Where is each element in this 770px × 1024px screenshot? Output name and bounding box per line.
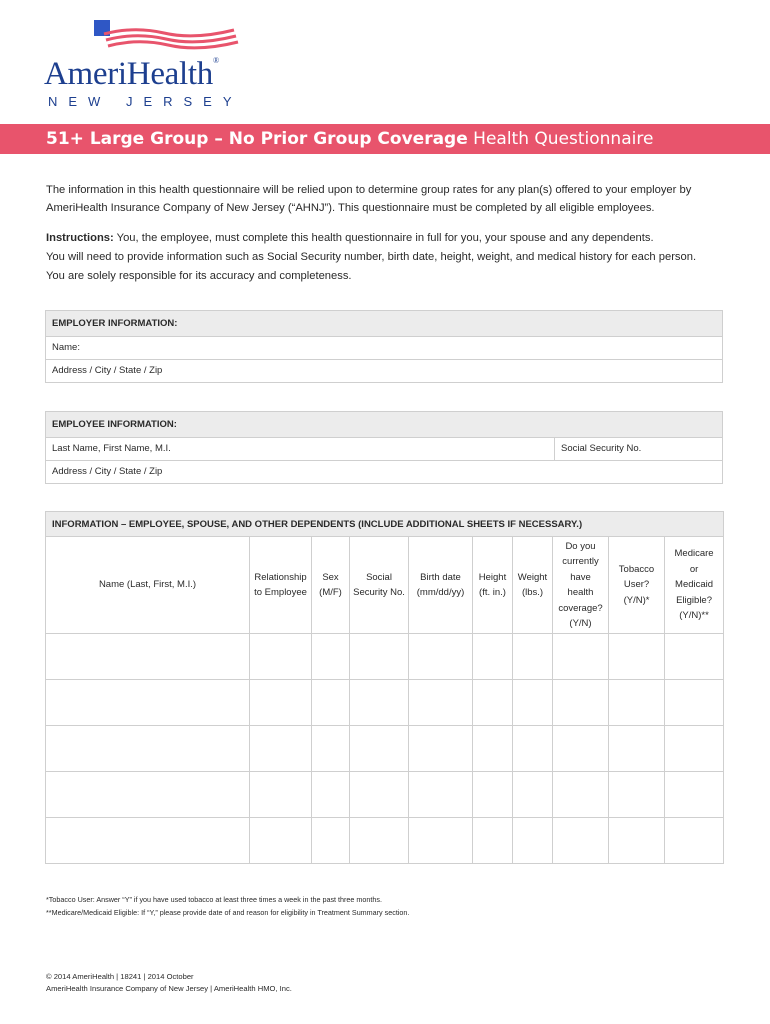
column-header-line: Social	[366, 571, 392, 583]
table-cell-input[interactable]	[665, 772, 724, 818]
table-cell-input[interactable]	[312, 772, 350, 818]
footnotes	[46, 893, 726, 919]
table-cell-input[interactable]	[609, 680, 665, 726]
column-header-line: (Y/N)	[569, 618, 592, 629]
column-header-line: Do you	[565, 540, 596, 552]
logo-state: NEW JERSEY	[48, 94, 243, 109]
employer-name-label: Name:	[52, 342, 80, 353]
column-header-line: coverage?	[558, 602, 603, 614]
employee-name-label: Last Name, First Name, M.I.	[52, 443, 171, 454]
table-cell-input[interactable]	[250, 726, 312, 772]
column-header	[665, 537, 724, 634]
table-cell-input[interactable]	[665, 634, 724, 680]
table-cell-input[interactable]	[473, 634, 513, 680]
title-regular: Health Questionnaire	[467, 129, 654, 149]
instructions	[46, 229, 726, 286]
ameri-health-logo	[44, 14, 244, 114]
column-header	[513, 537, 553, 634]
table-cell-input[interactable]	[473, 680, 513, 726]
table-cell-input[interactable]	[46, 680, 250, 726]
column-header	[350, 537, 409, 634]
table-cell-input[interactable]	[473, 772, 513, 818]
employee-address-field[interactable]	[46, 460, 722, 483]
instructions-line2: You will need to provide information such as Social Security number, birth date, height, weight, and medical history for each person.	[46, 251, 697, 263]
employer-section	[45, 310, 723, 383]
table-cell-input[interactable]	[665, 680, 724, 726]
table-cell-input[interactable]	[350, 726, 409, 772]
column-header-line: (M/F)	[319, 587, 342, 598]
table-cell-input[interactable]	[46, 726, 250, 772]
table-cell-input[interactable]	[409, 772, 473, 818]
column-header-line: or	[689, 563, 699, 575]
column-header	[473, 537, 513, 634]
table-row	[46, 818, 724, 864]
instructions-line3: You are solely responsible for its accuracy and completeness.	[46, 270, 352, 282]
title-bold: 51+ Large Group – No Prior Group Coverage	[46, 129, 468, 149]
footer-line1: © 2014 AmeriHealth | 18241 | 2014 October	[46, 972, 194, 981]
column-header-line: Birth date	[420, 571, 461, 583]
table-cell-input[interactable]	[312, 726, 350, 772]
table-cell-input[interactable]	[473, 818, 513, 864]
table-row	[46, 680, 724, 726]
table-cell-input[interactable]	[553, 726, 609, 772]
column-header-line: Sex	[322, 571, 339, 583]
footnote-tobacco: *Tobacco User: Answer “Y” if you have used tobacco at least three times a week in the past three months.	[46, 895, 382, 904]
table-cell-input[interactable]	[553, 772, 609, 818]
table-cell-input[interactable]	[46, 818, 250, 864]
employee-ssn-label: Social Security No.	[561, 443, 642, 454]
footnote-medicare: **Medicare/Medicaid Eligible: If “Y,” please provide date of and reason for eligibility in Treatment Summary section.	[46, 908, 410, 917]
column-header-line: Relationship	[254, 571, 307, 583]
footer	[46, 971, 726, 995]
table-cell-input[interactable]	[46, 772, 250, 818]
employer-name-field[interactable]	[46, 337, 722, 359]
column-header	[409, 537, 473, 634]
column-header-line: User?	[623, 579, 650, 591]
employee-address-label: Address / City / State / Zip	[52, 466, 163, 477]
page-title	[0, 124, 770, 154]
table-cell-input[interactable]	[513, 818, 553, 864]
table-cell-input[interactable]	[513, 726, 553, 772]
table-cell-input[interactable]	[473, 726, 513, 772]
employee-name-field[interactable]	[46, 438, 722, 460]
intro-text: The information in this health questionnaire will be relied upon to determine group rates for any plan(s) offered to your employer by AmeriHealth Insurance Company of New Jersey (“AHNJ”). This questionnaire must be completed by all eligible employees.	[46, 184, 692, 214]
footer-line2: AmeriHealth Insurance Company of New Jersey | AmeriHealth HMO, Inc.	[46, 984, 292, 993]
dependents-table	[45, 511, 724, 864]
column-header-line: to Employee	[254, 587, 307, 598]
table-cell-input[interactable]	[553, 680, 609, 726]
table-cell-input[interactable]	[250, 818, 312, 864]
dependents-header: INFORMATION – EMPLOYEE, SPOUSE, AND OTHER DEPENDENTS (INCLUDE ADDITIONAL SHEETS IF NECESSARY.)	[46, 512, 724, 537]
column-header-line: health	[567, 587, 594, 598]
table-cell-input[interactable]	[46, 634, 250, 680]
instructions-line1: You, the employee, must complete this health questionnaire in full for you, your spouse and any dependents.	[113, 232, 654, 244]
table-cell-input[interactable]	[409, 680, 473, 726]
employer-address-label: Address / City / State / Zip	[52, 365, 163, 376]
table-cell-input[interactable]	[350, 818, 409, 864]
table-cell-input[interactable]	[350, 680, 409, 726]
table-cell-input[interactable]	[250, 680, 312, 726]
table-row	[46, 726, 724, 772]
column-header-line: Height	[478, 571, 507, 583]
column-header	[553, 537, 609, 634]
table-cell-input[interactable]	[350, 634, 409, 680]
employee-section	[45, 411, 723, 484]
column-header-line: (ft. in.)	[479, 587, 506, 598]
table-cell-input[interactable]	[513, 680, 553, 726]
column-header	[250, 537, 312, 634]
table-cell-input[interactable]	[409, 634, 473, 680]
column-header-line: Name (Last, First, M.I.)	[98, 579, 197, 591]
column-header-line: Weight	[517, 571, 548, 583]
employee-ssn-field[interactable]	[554, 438, 641, 460]
table-cell-input[interactable]	[409, 726, 473, 772]
table-row	[46, 634, 724, 680]
table-cell-input[interactable]	[409, 818, 473, 864]
employer-header: EMPLOYER INFORMATION:	[46, 311, 722, 337]
column-header-line: Medicaid	[675, 579, 714, 591]
table-cell-input[interactable]	[350, 772, 409, 818]
table-cell-input[interactable]	[312, 680, 350, 726]
table-cell-input[interactable]	[609, 634, 665, 680]
column-header-line: Eligible?	[676, 594, 712, 606]
table-cell-input[interactable]	[513, 634, 553, 680]
table-cell-input[interactable]	[250, 634, 312, 680]
table-cell-input[interactable]	[513, 772, 553, 818]
table-cell-input[interactable]	[553, 818, 609, 864]
column-header-line: (Y/N)**	[679, 610, 709, 622]
employee-header: EMPLOYEE INFORMATION:	[46, 412, 722, 438]
table-cell-input[interactable]	[609, 818, 665, 864]
table-row	[46, 772, 724, 818]
instructions-label: Instructions:	[46, 232, 114, 244]
table-cell-input[interactable]	[312, 634, 350, 680]
column-header-line: Tobacco	[618, 563, 655, 575]
column-header-line: (lbs.)	[521, 587, 544, 598]
flag-icon	[92, 18, 242, 58]
table-cell-input[interactable]	[665, 818, 724, 864]
column-header-line: currently	[562, 556, 599, 567]
logo-wordmark: AmeriHealth®	[44, 56, 219, 92]
table-cell-input[interactable]	[312, 818, 350, 864]
table-cell-input[interactable]	[665, 726, 724, 772]
column-header	[46, 537, 250, 634]
column-header-line: have	[570, 571, 591, 583]
column-header-line: (mm/dd/yy)	[416, 587, 465, 598]
column-header	[609, 537, 665, 634]
employer-address-field[interactable]	[46, 359, 722, 382]
column-header	[312, 537, 350, 634]
table-cell-input[interactable]	[609, 772, 665, 818]
column-header-line: Medicare	[674, 548, 714, 560]
table-cell-input[interactable]	[250, 772, 312, 818]
column-header-line: (Y/N)*	[623, 594, 650, 606]
table-cell-input[interactable]	[553, 634, 609, 680]
column-header-line: Security No.	[353, 587, 405, 598]
table-cell-input[interactable]	[609, 726, 665, 772]
